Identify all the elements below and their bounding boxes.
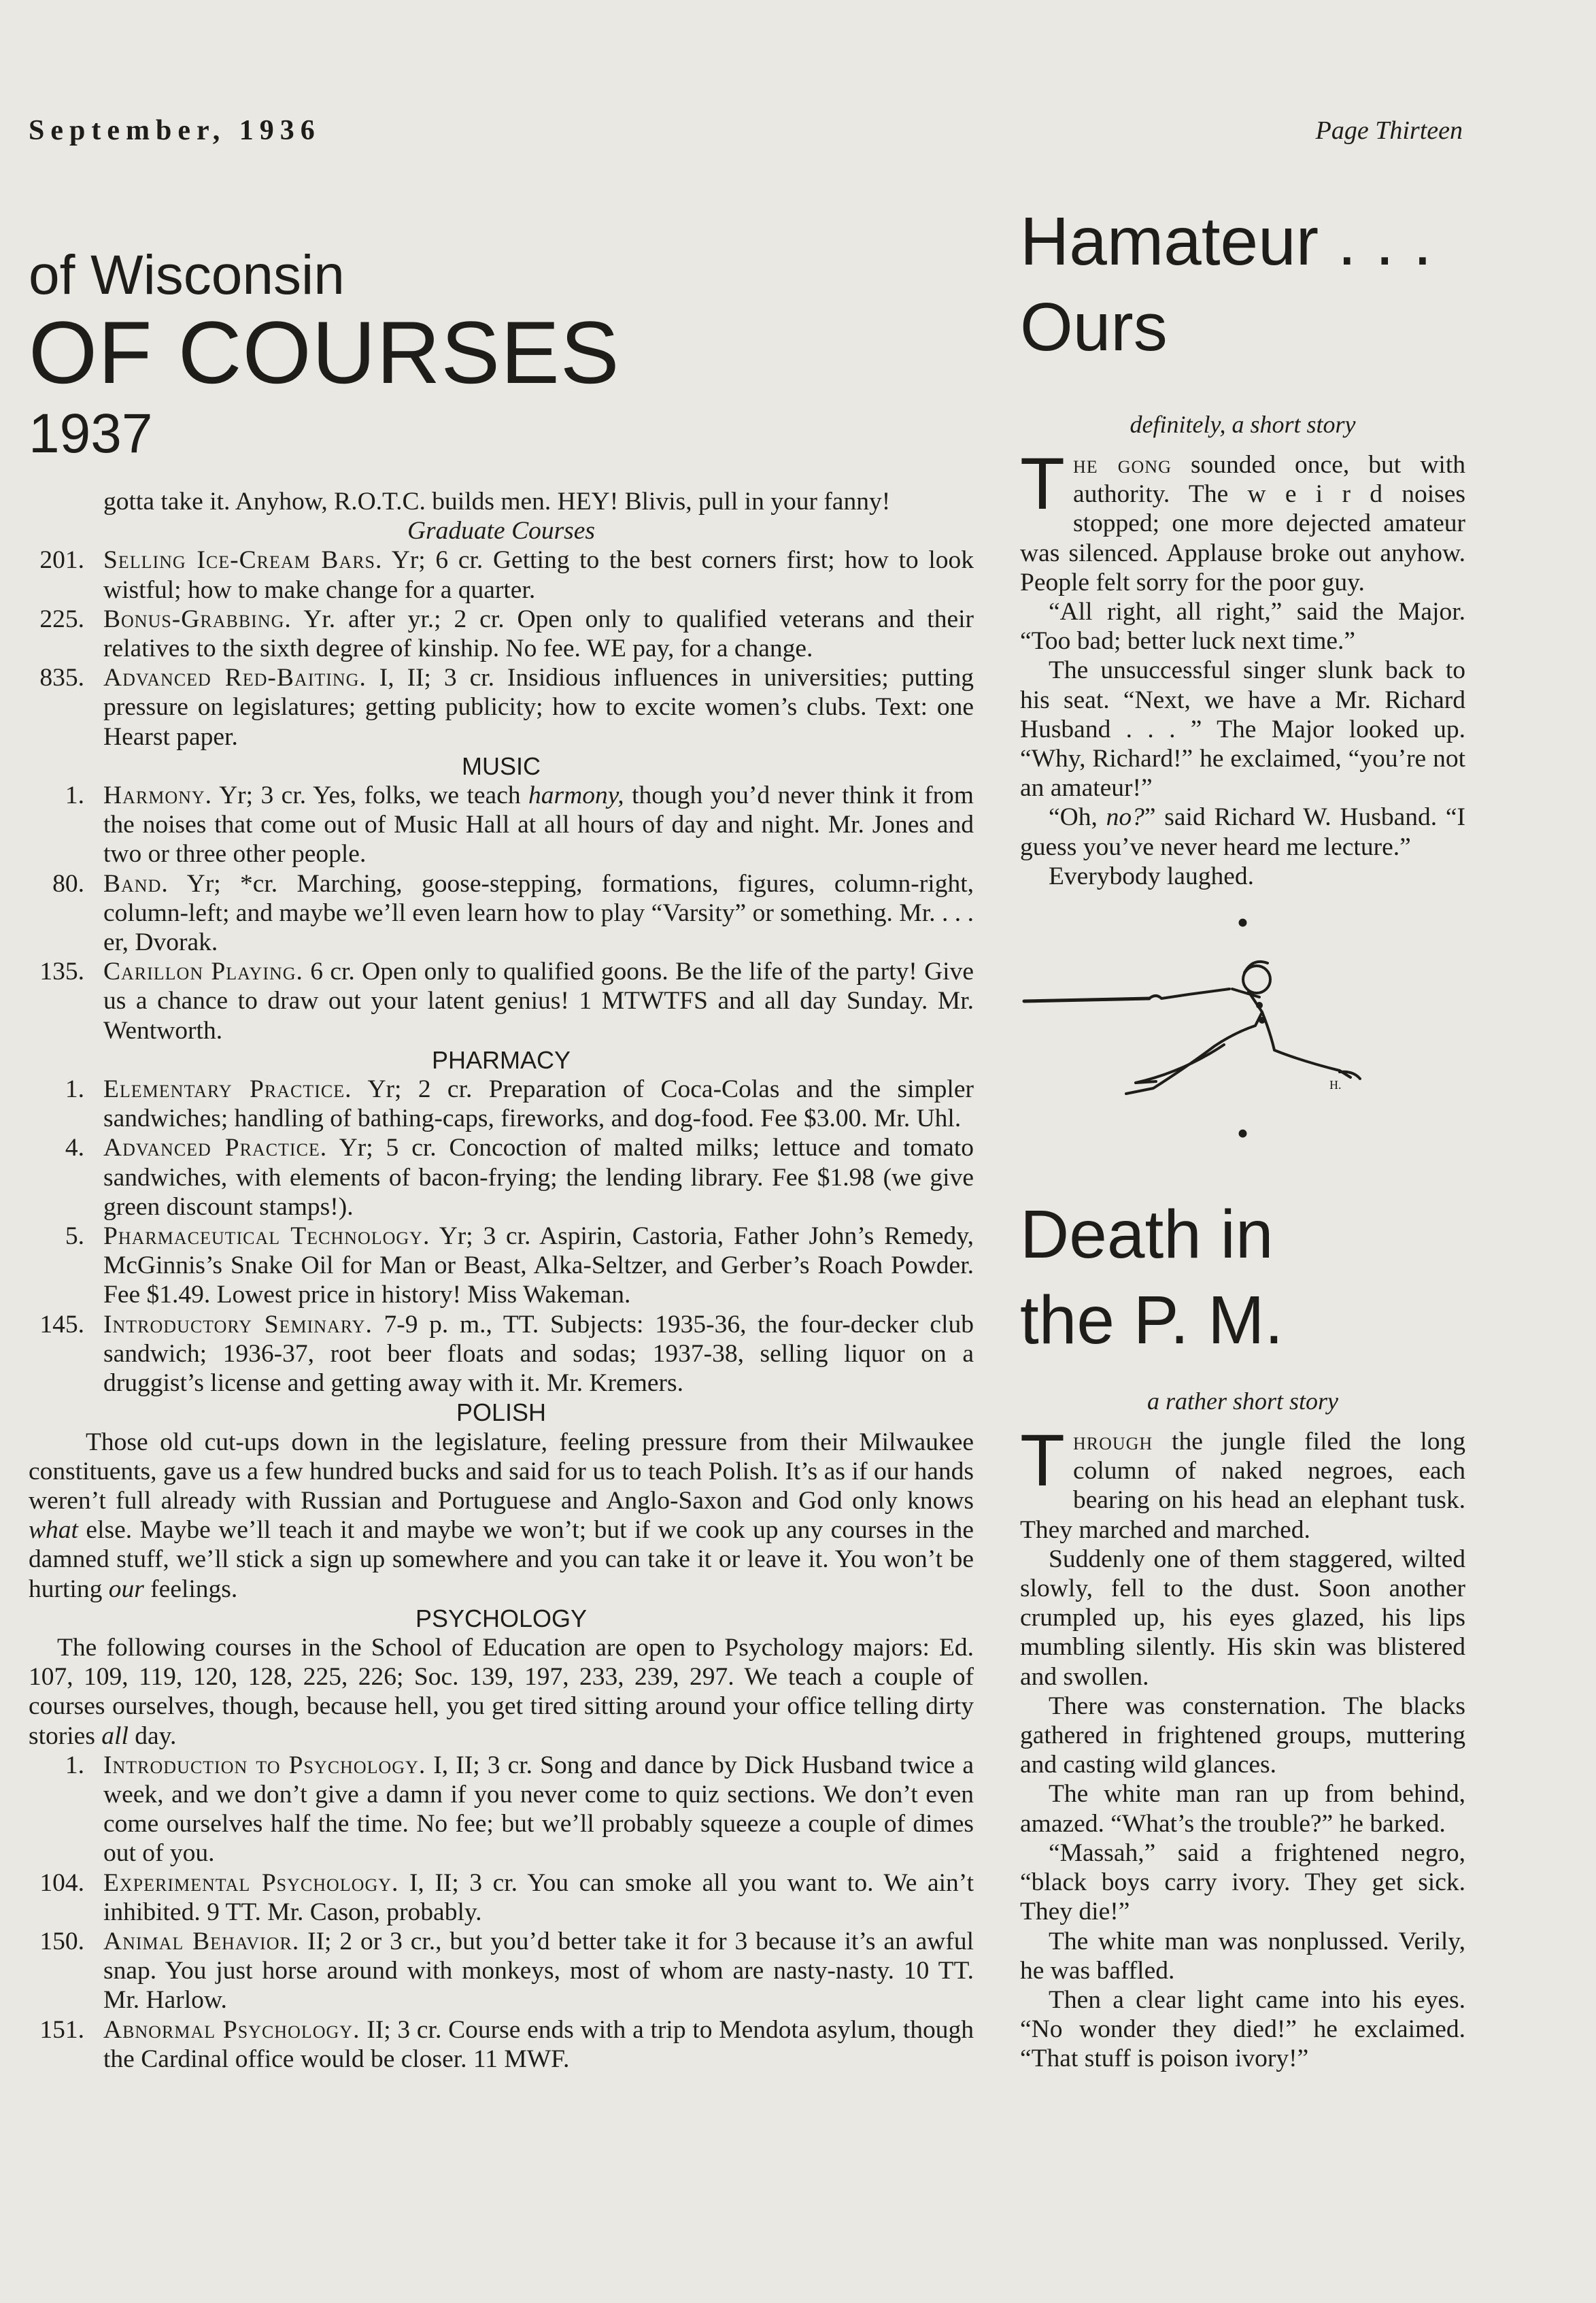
story2-paragraph: Then a clear light came into his eyes. “No wonder they died!” he exclaimed. “That stuff is poison ivory!” [1020, 1985, 1465, 2073]
story2-body [1020, 1419, 1465, 2073]
pharmacy-heading: PHARMACY [431, 1045, 571, 1074]
fencer-illustration [1020, 949, 1387, 1113]
course-description: 7-9 p. m., TT. Subjects: 1935-36, the four-decker club sandwich; 1936-37, root beer floats and sodas; 1937-38, selling liquor on a druggist’s license and getting away with it. Mr. Kremers. [103, 1310, 974, 1398]
story2-dropcap: T [1020, 1419, 1065, 1502]
course-name: Introductory Seminary. [103, 1310, 373, 1339]
psychology-paragraph [29, 1633, 974, 1751]
page-number: Page Thirteen [1315, 116, 1463, 145]
article-year: 1937 [29, 403, 153, 465]
course-entry [29, 1133, 974, 1222]
course-description: I, II; 3 cr. Insidious influences in universities; putting pressure on legislatures; getting publicity; how to excite women’s clubs. Text: one Hearst paper. [103, 664, 974, 751]
course-name: Abnormal Psychology. [103, 2015, 360, 2044]
course-description: Yr; 5 cr. Concoction of malted milks; lettuce and tomato sandwiches, with elements of bacon-frying; the lending library. Fee $1.98 (we give green discount stamps!). [103, 1134, 974, 1221]
story1-lead: he gong [1072, 451, 1172, 479]
course-description: though you’d never think it from the noises that come out of Music Hall at all hours of day and night. Mr. Jones and two or three other people. [103, 781, 974, 869]
polish-heading: POLISH [456, 1398, 547, 1427]
story2-subtitle: a rather short story [1147, 1388, 1339, 1415]
polish-emphasis: what [29, 1516, 78, 1545]
separator-bullet: • [1236, 903, 1249, 942]
course-number: 150. [39, 1927, 84, 1955]
story1-text: “Oh, [1049, 803, 1106, 832]
course-entry [29, 1927, 974, 2015]
story1-paragraph: “All right, all right,” said the Major. “Too bad; better luck next time.” [1020, 598, 1465, 656]
story2-paragraph: The white man ran up from behind, amazed. “What’s the trouble?” he barked. [1020, 1780, 1465, 1838]
story1-text: sounded once, but with authority. The w e i r d noises stopped; one more dejected amateur was silenced. Applause broke out anyhow. People felt sorry for the poor guy. [1020, 451, 1465, 596]
psychology-emphasis: all [101, 1721, 129, 1750]
story2-paragraph: The white man was nonplussed. Verily, he was baffled. [1020, 1927, 1465, 1985]
intro-paragraph: gotta take it. Anyhow, R.O.T.C. builds men. HEY! Blivis, pull in your fanny! [103, 488, 891, 516]
article-title: OF COURSES [29, 303, 620, 402]
course-name: Advanced Practice. [103, 1134, 328, 1162]
polish-text: feelings. [143, 1575, 238, 1603]
course-entry [29, 869, 974, 958]
course-number: 151. [39, 2015, 84, 2044]
course-number: 1. [65, 781, 84, 810]
course-number: 135. [39, 958, 84, 986]
course-description: Yr; 2 cr. Preparation of Coca-Colas and the simpler sandwiches; handling of bathing-caps, fireworks, and dog-food. Fee $3.00. Mr. Uhl. [103, 1075, 974, 1133]
course-name: Band. [103, 869, 169, 898]
course-entry [29, 1310, 974, 1398]
story1-emphasis: no? [1106, 803, 1144, 832]
polish-text: Those old cut-ups down in the legislature, feeling pressure from their Milwaukee constituents, gave us a few hundred bucks and said for us to teach Polish. It’s as if our hands weren’t full already with Russian and Portuguese and Anglo-Saxon and God only knows [29, 1428, 974, 1515]
course-description: Yr. after yr.; 2 cr. Open only to qualified veterans and their relatives to the sixth degree of kinship. No fee. WE pay, for a change. [103, 605, 974, 663]
course-description: 6 cr. Open only to qualified goons. Be the life of the party! Give us a chance to draw out your latent genius! 1 MTWTFS and all day Sunday. Mr. Wentworth. [103, 958, 974, 1045]
course-description: I, II; 3 cr. Song and dance by Dick Husband twice a week, and we don’t give a damn if you never come to quiz sections. We don’t even come ourselves half the time. No fee; but we’ll probably squeeze a couple of dimes out of you. [103, 1751, 974, 1868]
course-description: Yr; 6 cr. Getting to the best corners first; how to look wistful; how to make change for a quarter. [103, 546, 974, 604]
course-number: 835. [39, 664, 84, 692]
story1-paragraph: Everybody laughed. [1049, 862, 1254, 890]
story1-title-line2: Ours [1020, 289, 1168, 365]
story1-body [1020, 442, 1466, 891]
course-name: Harmony. [103, 781, 213, 810]
course-entry [29, 2015, 974, 2074]
course-number: 1. [65, 1751, 84, 1779]
story2-title-line1: Death in [1020, 1196, 1274, 1273]
story2-title-line2: the P. M. [1020, 1282, 1284, 1359]
course-name: Selling Ice-Cream Bars. [103, 546, 383, 575]
course-emphasis: harmony, [528, 781, 624, 810]
course-entry [29, 663, 974, 752]
story2-lead: hrough [1072, 1428, 1153, 1456]
separator-bullet: • [1236, 1114, 1249, 1153]
pharmacy-list [29, 1075, 974, 1398]
course-entry [29, 605, 974, 663]
issue-date: September, 1936 [29, 115, 321, 146]
course-description: II; 3 cr. Course ends with a trip to Mendota asylum, though the Cardinal office would be closer. 11 MWF. [103, 2015, 974, 2073]
course-entry [29, 1075, 974, 1133]
course-entry [29, 957, 974, 1045]
stories-column [1020, 199, 1465, 2074]
story2-paragraph: Suddenly one of them staggered, wilted slowly, fell to the dust. Soon another crumpled up, his eyes glazed, his lips mumbling silently. His skin was blistered and swollen. [1020, 1545, 1465, 1691]
psychology-list [29, 1751, 974, 2074]
course-description: Yr; *cr. Marching, goose-stepping, formations, figures, column-right, column-left; and maybe we’ll even learn how to play “Varsity” or something. Mr. . . . er, Dvorak. [103, 869, 974, 957]
music-heading: MUSIC [462, 752, 541, 780]
course-name: Experimental Psychology. [103, 1868, 399, 1897]
course-description: II; 2 or 3 cr., but you’d better take it for 3 because it’s an awful snap. You just horse around with monkeys, most of whom are nasty-nasty. 10 TT. Mr. Harlow. [103, 1927, 974, 2015]
story1-subtitle: definitely, a short story [1130, 411, 1356, 438]
polish-paragraph [29, 1428, 974, 1604]
course-description: Yr; 3 cr. Yes, folks, we teach [212, 781, 529, 810]
polish-emphasis: our [108, 1575, 144, 1603]
course-description: Yr; 3 cr. Aspirin, Castoria, Father John’s Remedy, McGinnis’s Snake Oil for Man or Beast, Alka-Seltzer, and Gerber’s Roach Powder. Fee $1.49. Lowest price in history! Miss Wakeman. [103, 1222, 974, 1309]
course-entry [29, 781, 974, 869]
psychology-text: The following courses in the School of Education are open to Psychology majors: Ed. 107, 109, 119, 120, 128, 225, 226; Soc. 139, 197, 233, 239, 297. We teach a couple of courses ourselves, though, because hell, you get tired sitting around your office telling dirty stories [29, 1633, 974, 1750]
story1-title-line1: Hamateur . . . [1020, 203, 1432, 280]
course-name: Bonus-Grabbing. [103, 605, 292, 633]
course-description: I, II; 3 cr. You can smoke all you want to. We ain’t inhibited. 9 TT. Mr. Cason, probably. [103, 1868, 974, 1926]
course-number: 225. [39, 605, 84, 633]
courses-article [29, 245, 974, 2074]
illustration-signature: H. [1329, 1078, 1342, 1092]
course-number: 80. [52, 869, 84, 898]
course-name: Pharmaceutical Technology. [103, 1222, 430, 1251]
story2-text: the jungle filed the long column of naked negroes, each bearing on his head an elephant tusk. They marched and marched. [1020, 1428, 1465, 1544]
story1-paragraph: The unsuccessful singer slunk back to his seat. “Next, we have a Mr. Richard Husband . . . ” The Major looked up. “Why, Richard!” he exclaimed, “you’re not an amateur!” [1020, 656, 1465, 803]
course-number: 104. [39, 1868, 84, 1897]
course-name: Carillon Playing. [103, 958, 303, 986]
course-number: 5. [65, 1222, 84, 1251]
graduate-heading: Graduate Courses [407, 517, 596, 545]
course-number: 4. [65, 1134, 84, 1162]
story1-paragraph [1020, 803, 1465, 861]
course-name: Elementary Practice. [103, 1075, 352, 1104]
course-entry [29, 545, 974, 604]
story2-paragraph: There was consternation. The blacks gathered in frightened groups, muttering and casting wild glances. [1020, 1692, 1465, 1779]
article-kicker: of Wisconsin [29, 244, 345, 306]
course-number: 145. [39, 1310, 84, 1339]
story1-text: ” said Richard W. Husband. “I guess you’ve never heard me lecture.” [1020, 803, 1466, 861]
course-entry [29, 1868, 974, 1927]
psychology-text: day. [128, 1721, 177, 1750]
course-name: Animal Behavior. [103, 1927, 300, 1955]
course-name: Advanced Red-Baiting. [103, 664, 367, 692]
story2-paragraph: “Massah,” said a frightened negro, “black boys carry ivory. They get sick. They die!” [1020, 1838, 1465, 1926]
article-body [29, 487, 974, 2074]
story1-dropcap: T [1020, 442, 1065, 524]
course-name: Introduction to Psychology. [103, 1751, 426, 1779]
polish-text: else. Maybe we’ll teach it and maybe we won’t; but if we cook up any courses in the damned stuff, we’ll stick a sign up somewhere and you can take it or leave it. You won’t be hurting [29, 1516, 974, 1603]
course-entry [29, 1751, 974, 1868]
course-number: 1. [65, 1075, 84, 1104]
course-entry [29, 1222, 974, 1310]
psychology-heading: PSYCHOLOGY [415, 1604, 588, 1632]
course-number: 201. [39, 546, 84, 575]
graduate-list [29, 545, 974, 751]
music-list [29, 781, 974, 1045]
